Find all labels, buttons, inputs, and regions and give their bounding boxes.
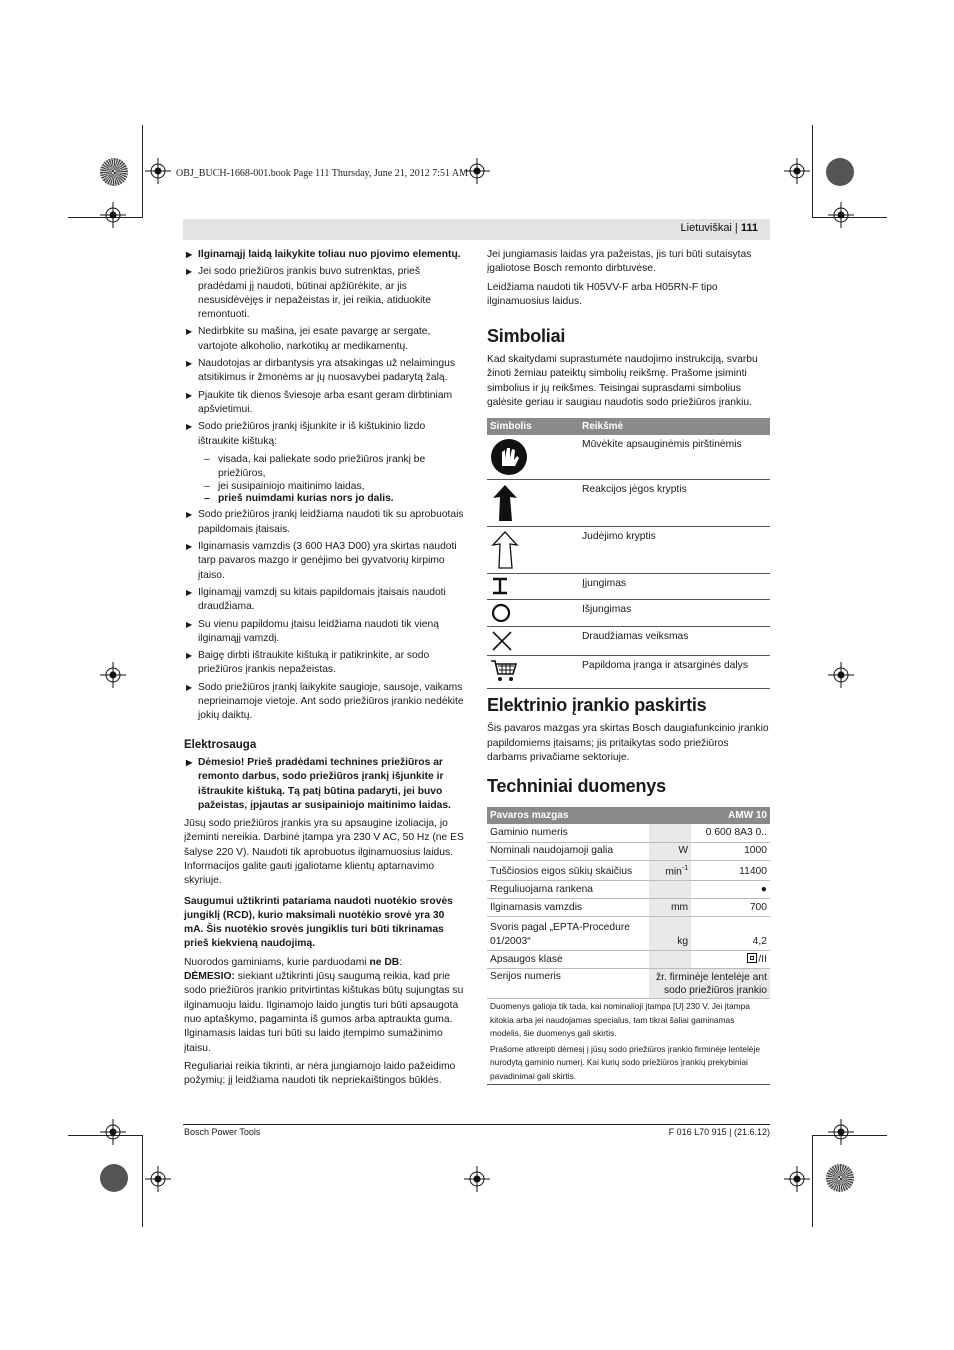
table-row xyxy=(487,951,770,969)
table-row xyxy=(487,842,770,860)
unit-text: min xyxy=(665,866,682,878)
registration-mark-icon xyxy=(145,1166,171,1192)
technical-data-table xyxy=(487,807,770,1085)
header-language: Lietuviškai xyxy=(680,222,732,234)
paragraph xyxy=(184,956,466,970)
print-slug: OBJ_BUCH-1668-001.book Page 111 Thursday, June 21, 2012 7:51 AM xyxy=(176,168,469,179)
symbols-table xyxy=(487,418,770,689)
left-column xyxy=(184,248,466,1092)
safety-bullet: ▶ Sodo priežiūros įrankį leidžiama naudoti tik su aprobuotais papildomais įtaisais. xyxy=(184,508,466,537)
table-header-cell: Reikšmė xyxy=(579,418,770,435)
paragraph: Reguliariai reikia tikrinti, ar nėra jungiamojo laido pažeidimo požymių; jį leidžiama naudoti tik nepriekaištingos būklės. xyxy=(184,1060,456,1087)
table-header-row xyxy=(487,418,770,435)
safety-bullet: ▶ Naudotojas ar dirbantysis yra atsakingas už nelaimingus atsitikimus ir žmonėms ar jų nuosavybei padarytą žalą. xyxy=(184,357,466,386)
spec-value: 0 600 8A3 0.. xyxy=(691,824,770,842)
spec-unit: W xyxy=(649,842,691,860)
text-bold: DĖMESIO: xyxy=(184,971,235,983)
symbol-meaning: Reakcijos jėgos kryptis xyxy=(579,480,770,527)
safety-bullet: ▶ Pjaukite tik dienos šviesoje arba esant geram dirbtiniam apšvietimui. xyxy=(184,389,466,418)
dash-item: – prieš nuimdami kurias nors jo dalis. xyxy=(184,493,466,505)
double-insulation-icon xyxy=(747,953,757,963)
symbol-cell xyxy=(487,527,579,574)
spec-unit xyxy=(649,860,691,881)
power-off-icon xyxy=(490,603,512,623)
gloves-icon xyxy=(490,438,528,476)
registration-mark-icon xyxy=(784,158,810,184)
unit-superscript: -1 xyxy=(681,864,689,872)
dash-item: – visada, kai paliekate sodo priežiūros įrankį be priežiūros, xyxy=(184,453,466,482)
text: siekiant užtikrinti jūsų saugumą reikia, kad prie sodo priežiūros įrankio pritvirtintas kištukas būtų sujungtas su ilginamuoju laidu. Ilginamojo laido jungtis turi būti apsaugota nuo aptaškymo, pagaminta iš gumos arba aptraukta guma. Ilginamasis laidas turi būti su laido įtempimo sumažinimo įtaisu. xyxy=(184,971,464,1054)
spec-unit xyxy=(649,824,691,842)
spec-value: 4,2 xyxy=(691,917,770,951)
safety-bullet: ▶ Su vienu papildomu įtaisu leidžiama naudoti tik vieną ilginamąjį vamzdį. xyxy=(184,618,466,647)
table-row xyxy=(487,899,770,917)
table-row xyxy=(487,480,770,527)
prohibited-action-icon xyxy=(490,630,514,652)
spec-value xyxy=(691,951,770,969)
spec-name: Gaminio numeris xyxy=(487,824,649,842)
table-row xyxy=(487,574,770,600)
registration-mark-icon xyxy=(828,1119,854,1145)
crop-mark xyxy=(142,1135,143,1227)
spec-name: Nominali naudojamoji galia xyxy=(487,842,649,860)
table-row xyxy=(487,627,770,656)
spec-name: Reguliuojama rankena xyxy=(487,881,649,899)
table-row xyxy=(487,969,770,999)
safety-bullet: ▶ Sodo priežiūros įrankį išjunkite ir iš kištukinio lizdo ištraukite kištuką: xyxy=(184,420,466,449)
text: Nuorodos gaminiams, kurie parduodami xyxy=(184,956,370,968)
safety-bullet: ▶ Ilginamąjį laidą laikykite toliau nuo pjovimo elementų. xyxy=(184,248,466,262)
spec-unit: mm xyxy=(649,899,691,917)
right-column xyxy=(487,248,770,1085)
registration-mark-icon xyxy=(100,1119,126,1145)
spec-name: Ilginamasis vamzdis xyxy=(487,899,649,917)
safety-bullet: ▶ Ilginamąjį vamzdį su kitais papildomais įtaisais naudoti draudžiama. xyxy=(184,586,466,615)
footer-brand: Bosch Power Tools xyxy=(184,1127,261,1137)
color-bar-disc xyxy=(100,158,128,186)
page-header-text: Lietuviškai | 111 xyxy=(680,222,758,234)
text: : xyxy=(399,956,403,968)
symbol-meaning: Mūvėkite apsauginėmis pirštinėmis xyxy=(579,435,770,480)
registration-mark-icon xyxy=(464,1166,490,1192)
color-bar-disc xyxy=(826,158,854,186)
registration-mark-icon xyxy=(100,662,126,688)
paragraph: Jei jungiamasis laidas yra pažeistas, jis turi būti sutaisytas įgaliotose Bosch remonto dirbtuvėse. xyxy=(487,249,752,275)
spec-value: 1000 xyxy=(691,842,770,860)
shopping-cart-icon xyxy=(490,659,518,683)
spec-name: Svoris pagal „EPTA-Procedure 01/2003“ xyxy=(487,917,649,951)
safety-bullet: ▶ Sodo priežiūros įrankį laikykite saugioje, sausoje, vaikams neprieinamoje vietoje. Ant sodo priežiūros įrankio nedėkite jokių daiktų. xyxy=(184,681,466,724)
spec-unit xyxy=(649,951,691,969)
paragraph xyxy=(184,970,466,1056)
text-bold: ne DB xyxy=(369,956,400,968)
page-number: 111 xyxy=(740,222,758,234)
paragraph: Leidžiama naudoti tik H05VV-F arba H05RN-F tipo ilginamuosius laidus. xyxy=(487,281,718,307)
section-heading-elektrosauga: Elektrosauga xyxy=(184,738,257,751)
table-row xyxy=(487,600,770,627)
symbol-meaning: Papildoma įranga ir atsarginės dalys xyxy=(579,656,770,689)
registration-mark-icon xyxy=(828,202,854,228)
spec-value: 700 xyxy=(691,899,770,917)
reaction-force-arrow-icon xyxy=(490,483,520,523)
section-heading-tech-data: Techniniai duomenys xyxy=(487,776,666,797)
paragraph: Šis pavaros mazgas yra skirtas Bosch daugiafunkcinio įrankio papildomiems įtaisams; jis pritaikytas sodo priežiūros darbams privačiame sektoriuje. xyxy=(487,723,769,763)
page-header xyxy=(183,219,770,240)
safety-bullet: ▶ Baigę dirbti ištraukite kištuką ir patikrinkite, ar sodo priežiūros įrankis nepažeistas. xyxy=(184,649,466,678)
symbol-cell xyxy=(487,600,579,627)
symbol-meaning: Išjungimas xyxy=(579,600,770,627)
warning-bullet: ▶ Dėmesio! Prieš pradėdami technines priežiūros ar remonto darbus, sodo priežiūros įrankį išjunkite ir ištraukite kištuką. Tą patį būtina padaryti, jei buvo pažeistas, įpjautas ar susipainiojo maitinimo laidas. xyxy=(184,756,466,813)
spec-unit: kg xyxy=(649,917,691,951)
table-header-cell: Pavaros mazgas xyxy=(487,807,649,824)
symbol-cell xyxy=(487,574,579,600)
footnote: Duomenys galioja tik tada, kai nominalioji įtampa [U] 230 V. Jei įtampa kitokia arba jei naudojamas specialus, tam tikrai šaliai gaminamas modelis, šie duomenys gali skirtis. xyxy=(490,1001,750,1039)
section-heading-simboliai: Simboliai xyxy=(487,326,566,347)
spec-unit xyxy=(649,881,691,899)
spec-value: žr. firminėje lentelėje ant sodo priežiūros įrankio xyxy=(649,969,770,999)
dash-item: – jei susipainiojo maitinimo laidas, xyxy=(184,481,466,493)
table-row xyxy=(487,656,770,689)
symbol-meaning: Draudžiamas veiksmas xyxy=(579,627,770,656)
safety-bullet: ▶ Ilginamasis vamzdis (3 600 HA3 D00) yra skirtas naudoti tarp pavaros mazgo ir genėjimo bei gyvatvorių kirpimo įtaiso. xyxy=(184,540,466,583)
safety-bullet: ▶ Nedirbkite su mašina, jei esate pavargę ar sergate, vartojote alkoholio, narkotikų ar medikamentų. xyxy=(184,325,466,354)
registration-mark-icon xyxy=(145,158,171,184)
power-on-icon xyxy=(490,577,510,595)
table-row xyxy=(487,435,770,480)
symbol-cell xyxy=(487,656,579,689)
symbol-cell xyxy=(487,435,579,480)
symbol-cell xyxy=(487,627,579,656)
table-header-row xyxy=(487,807,770,824)
spec-value: 11400 xyxy=(691,860,770,881)
footnote-row xyxy=(487,1042,770,1085)
paragraph: Kad skaitydami suprastumėte naudojimo instrukciją, svarbu žinoti žemiau pateiktų simbolių reikšmę. Prašome įsiminti simbolius ir jų reikšmes. Teisingai suprasdami simbolius galėsite geriau ir saugiau naudotis sodo priežiūros įrankiu. xyxy=(487,354,758,409)
footnote-row xyxy=(487,999,770,1042)
spec-value-dot: ● xyxy=(691,881,770,899)
safety-bullet: ▶ Jei sodo priežiūros įrankis buvo sutrenktas, prieš pradėdami jį naudoti, būtinai apžiūrėkite, ar jis nesusidėvėjęs ir nepažeistas ir, jei reikia, atiduokite remontuoti. xyxy=(184,265,466,322)
section-heading-purpose: Elektrinio įrankio paskirtis xyxy=(487,695,707,716)
spec-name: Serijos numeris xyxy=(487,969,649,999)
table-row xyxy=(487,881,770,899)
symbol-cell xyxy=(487,480,579,527)
crop-mark xyxy=(142,125,143,217)
spec-name: Apsaugos klasė xyxy=(487,951,649,969)
symbol-meaning: Įjungimas xyxy=(579,574,770,600)
crop-mark xyxy=(812,125,813,217)
table-row xyxy=(487,824,770,842)
table-row xyxy=(487,860,770,881)
color-bar-disc xyxy=(826,1164,854,1192)
registration-mark-icon xyxy=(100,202,126,228)
movement-direction-arrow-icon xyxy=(490,530,520,570)
rcd-paragraph: Saugumui užtikrinti patariama naudoti nuotėkio srovės jungiklį (RCD), kurio maksimali nuotėkio srovė yra 30 mA. Šis nuotėkio srovės jungiklis turi būti tikrinamas prieš kiekvieną naudojimą. xyxy=(184,895,453,950)
crop-mark xyxy=(812,1135,813,1227)
footer-rule xyxy=(183,1124,770,1125)
spec-name: Tuščiosios eigos sūkių skaičius xyxy=(487,860,649,881)
table-header-cell xyxy=(649,807,691,824)
color-bar-disc xyxy=(100,1164,128,1192)
registration-mark-icon xyxy=(784,1166,810,1192)
protection-class: /II xyxy=(758,954,767,966)
symbol-meaning: Judėjimo kryptis xyxy=(579,527,770,574)
footer-doc-number: F 016 L70 915 | (21.6.12) xyxy=(668,1127,770,1137)
registration-mark-icon xyxy=(828,662,854,688)
footnote: Prašome atkreipti dėmesį į jūsų sodo priežiūros įrankio firminėje lentelėje nurodytą gaminio numerį. Kai kurių sodo priežiūros įrankių prekybiniai pavadinimai gali skirtis. xyxy=(487,1042,770,1085)
table-header-cell: AMW 10 xyxy=(691,807,770,824)
table-row xyxy=(487,527,770,574)
table-row xyxy=(487,917,770,951)
paragraph: Jūsų sodo priežiūros įrankis yra su apsaugine izoliacija, jo įžeminti nereikia. Darbinė įtampa yra 230 V AC, 50 Hz (ne ES šalyse 220 V). Naudoti tik aprobuotus ilginamuosius laidus. Informacijos galite gauti įgaliotame klientų aptarnavimo skyriuje. xyxy=(184,818,464,887)
table-header-cell: Simbolis xyxy=(487,418,579,435)
